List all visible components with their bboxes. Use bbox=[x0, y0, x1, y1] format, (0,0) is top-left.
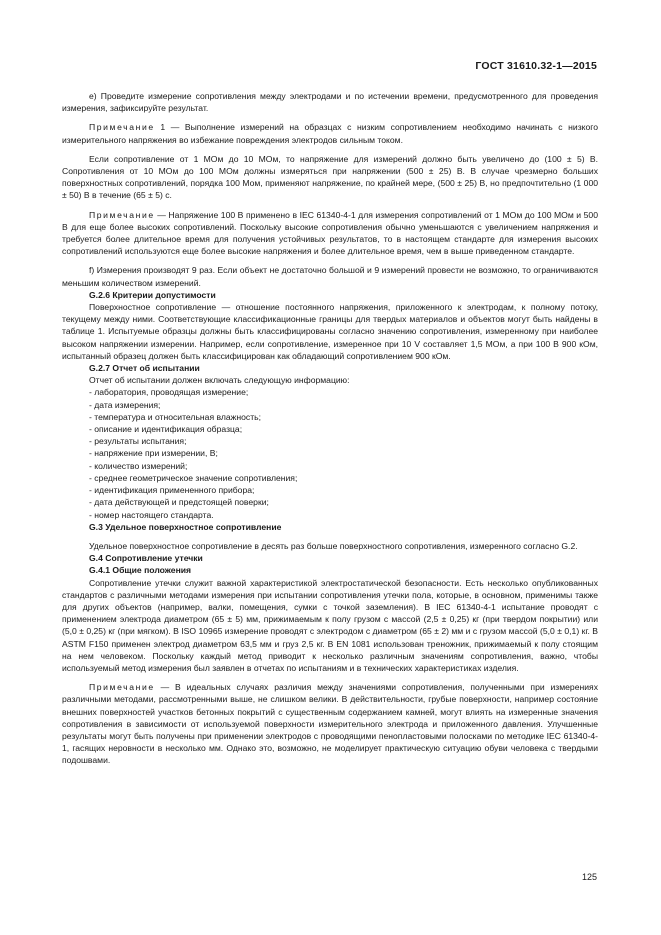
heading-g4: G.4 Сопротивление утечки bbox=[89, 553, 203, 564]
heading-g41: G.4.1 Общие положения bbox=[89, 565, 192, 576]
heading-g27: G.2.7 Отчет об испытании bbox=[89, 363, 200, 374]
note-label: Примечание bbox=[89, 209, 155, 220]
list-item: - дата действующей и предстоящей поверки; bbox=[89, 497, 269, 508]
list-item: - идентификация примененного прибора; bbox=[89, 485, 255, 496]
note-text: — Напряжение 100 В применено в IEC 61340-4-1 для измерения сопротивлений от 1 МОм до 100 МОм и 500 В для еще более высоких сопротивлений. Поскольку высокие сопротивления обычно уменьшаются с увеличением напряжения и требуется более длительное время для получения устойчивых результатов, то в настоящем стандарте для измерения высоких сопротивлений используются еще более высокие напряжения и более длительное время, чем в выше приведенном стандарте. bbox=[62, 209, 598, 257]
note-text: — В идеальных случаях различия между значениями сопротивления, полученными при измерениях различными методами, рассмотренными выше, не слишком велики. В действительности, грубые поверхности, например состояние внешних поверхностей участков бетонных покрытий с существенным содержанием камней, могут влиять на измеренные значения сопротивления в зависимости от используемой поверхности измерительного электрода и приложенного давления. Улучшенные результаты могут быть получены при применении электродов с проводящими пенопластовыми полосками по методике IEC 61340-4-1, гасящих неровности в несколько мм. Однако это, возможно, не моделирует практическую ситуацию обуви человека с твердыми подошвами. bbox=[62, 682, 598, 766]
note-1 bbox=[62, 121, 598, 145]
paragraph-g26: Поверхностное сопротивление — отношение постоянного напряжения, приложенного к электродам, к полному потоку, текущему между ними. Соответствующие классификационные границы для твердых материалов и объектов могут быть найдены в таблице 1. Испытуемые образцы должны быть классифицированы согласно значению сопротивления, измеренному при наиболее высоком напряжении измерении. Например, если сопротивление, измеренное при 10 V составляет 1,5 МОм, а при 100 В 900 кОм, испытанный образец должен быть классифицирован как обладающий сопротивлением 900 кОм. bbox=[62, 302, 598, 361]
list-item: - количество измерений; bbox=[89, 460, 188, 471]
paragraph-g41: Сопротивление утечки служит важной характеристикой электростатической безопасности. Есть несколько опубликованных стандартов с различными методами измерения при испытании сопротивления утечки пола, которые, в основном, применимы также для других объектов (например, валки, помещения, сумки с точкой заземления). В IEC 61340-4-1 испытание проводят с применением электрода диаметром (65 ± 5) мм, прижимаемым к полу грузом с массой (2,5 ± 0,25) кг (при твердом покрытии) или (5,0 ± 0,25) кг (при мягком). В ISO 10965 измерение проводят с электродом с диаметром (65 ± 2) мм и с грузом массой (5,0 ± 0,1) кг. В ASTM F150 применен электрод диаметром 63,5 мм и груз 2,5 кг. В EN 1081 использован треножник, прижимаемый к полу стоящим на нем человеком. Поскольку каждый метод приводит к несколько различным значениям сопротивления, важно, чтобы используемый метод измерения был заявлен в отчетах по испытаниям и в технических характеристиках изделия. bbox=[62, 577, 598, 673]
list-item: - результаты испытания; bbox=[89, 436, 187, 447]
page-body bbox=[62, 90, 598, 767]
report-items-list bbox=[62, 386, 598, 520]
list-item: - дата измерения; bbox=[89, 399, 161, 410]
list-item: - номер настоящего стандарта. bbox=[89, 509, 214, 520]
paragraph-voltage: Если сопротивление от 1 МОм до 10 МОм, то напряжение для измерений должно быть увеличено до (100 ± 5) В. Сопротивления от 10 МОм до 100 МОм должны измеряться при напряжении (500 ± 25) В. В случае чрезмерно больших поверхностных сопротивлений, порядка 100 Мом, применяют напряжение, по крайней мере, (500 ± 25) В, но предпочтительно (1 000 ± 50) В в течение (65 ± 5) с. bbox=[62, 153, 598, 201]
paragraph-e: e) Проведите измерение сопротивления между электродами и по истечении времени, предусмотренного для проведения измерения, зафиксируйте результат. bbox=[62, 91, 598, 114]
note-text: 1 — Выполнение измерений на образцах с низким сопротивлением необходимо начинать с низкого измерительного напряжения во избежание повреждения электродов сильным током. bbox=[62, 122, 598, 145]
list-item: - среднее геометрическое значение сопротивления; bbox=[89, 472, 298, 483]
list-item: - описание и идентификация образца; bbox=[89, 424, 243, 435]
heading-g26: G.2.6 Критерии допустимости bbox=[89, 289, 216, 300]
standard-header: ГОСТ 31610.32-1—2015 bbox=[475, 60, 597, 72]
list-item: - лаборатория, проводящая измерение; bbox=[89, 387, 249, 398]
note-3 bbox=[62, 681, 598, 766]
page-number: 125 bbox=[581, 872, 597, 882]
paragraph-f: f) Измерения производят 9 раз. Если объект не достаточно большой и 9 измерений провести не возможно, то ограничиваются меньшим количеством измерений. bbox=[62, 265, 598, 288]
note-label: Примечание bbox=[89, 122, 155, 133]
paragraph-g3: Удельное поверхностное сопротивление в десять раз больше поверхностного сопротивления, измеренного согласно G.2. bbox=[89, 540, 578, 551]
paragraph-g27: Отчет об испытании должен включать следующую информацию: bbox=[89, 375, 350, 386]
list-item: - напряжение при измерении, В; bbox=[89, 448, 218, 459]
note-label: Примечание bbox=[89, 682, 155, 693]
note-2 bbox=[62, 209, 598, 258]
list-item: - температура и относительная влажность; bbox=[89, 411, 262, 422]
heading-g3: G.3 Удельное поверхностное сопротивление bbox=[89, 521, 282, 532]
